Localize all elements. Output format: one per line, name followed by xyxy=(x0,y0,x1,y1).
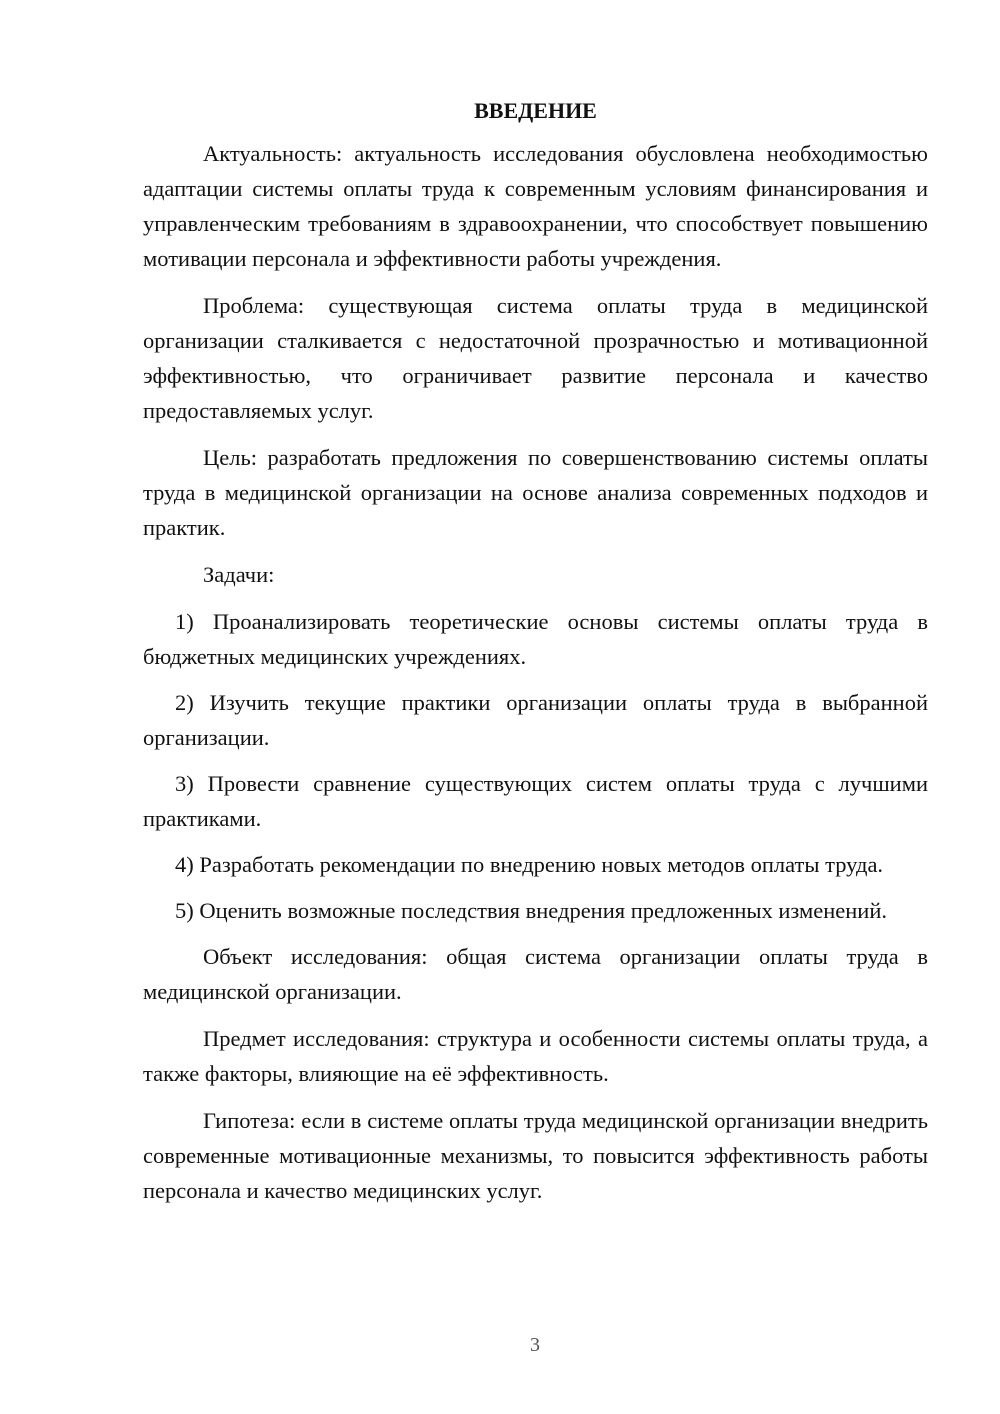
section-title: ВВЕДЕНИЕ xyxy=(474,98,597,123)
task-item: 3) Провести сравнение существующих систем оплаты труда с лучшими практиками. xyxy=(143,771,928,831)
paragraph-tasks-heading: Задачи: xyxy=(203,562,275,587)
paragraph-object: Объект исследования: общая система организации оплаты труда в медицинской организации. xyxy=(143,944,928,1004)
document-page xyxy=(143,96,928,1220)
paragraph-problem: Проблема: существующая система оплаты труда в медицинской организации сталкивается с недостаточной прозрачностью и мотивационной эффективностью, что ограничивает развитие персонала и качество предоставляемых услуг. xyxy=(143,293,928,423)
page-number: 3 xyxy=(530,1334,540,1356)
paragraph-goal: Цель: разработать предложения по совершенствованию системы оплаты труда в медицинской организации на основе анализа современных подходов и практик. xyxy=(143,445,928,540)
task-item: 4) Разработать рекомендации по внедрению новых методов оплаты труда. xyxy=(175,852,884,877)
task-item: 5) Оценить возможные последствия внедрения предложенных изменений. xyxy=(175,898,888,923)
paragraph-relevance: Актуальность: актуальность исследования обусловлена необходимостью адаптации системы оплаты труда к современным условиям финансирования и управленческим требованиям в здравоохранении, что способствует повышению мотивации персонала и эффективности работы учреждения. xyxy=(143,141,928,271)
paragraph-subject: Предмет исследования: структура и особенности системы оплаты труда, а также факторы, влияющие на её эффективность. xyxy=(143,1026,928,1086)
paragraph-hypothesis: Гипотеза: если в системе оплаты труда медицинской организации внедрить современные мотивационные механизмы, то повысится эффективность работы персонала и качество медицинских услуг. xyxy=(143,1108,928,1203)
task-item: 2) Изучить текущие практики организации оплаты труда в выбранной организации. xyxy=(143,690,928,750)
task-item: 1) Проанализировать теоретические основы системы оплаты труда в бюджетных медицинских учреждениях. xyxy=(143,609,928,669)
